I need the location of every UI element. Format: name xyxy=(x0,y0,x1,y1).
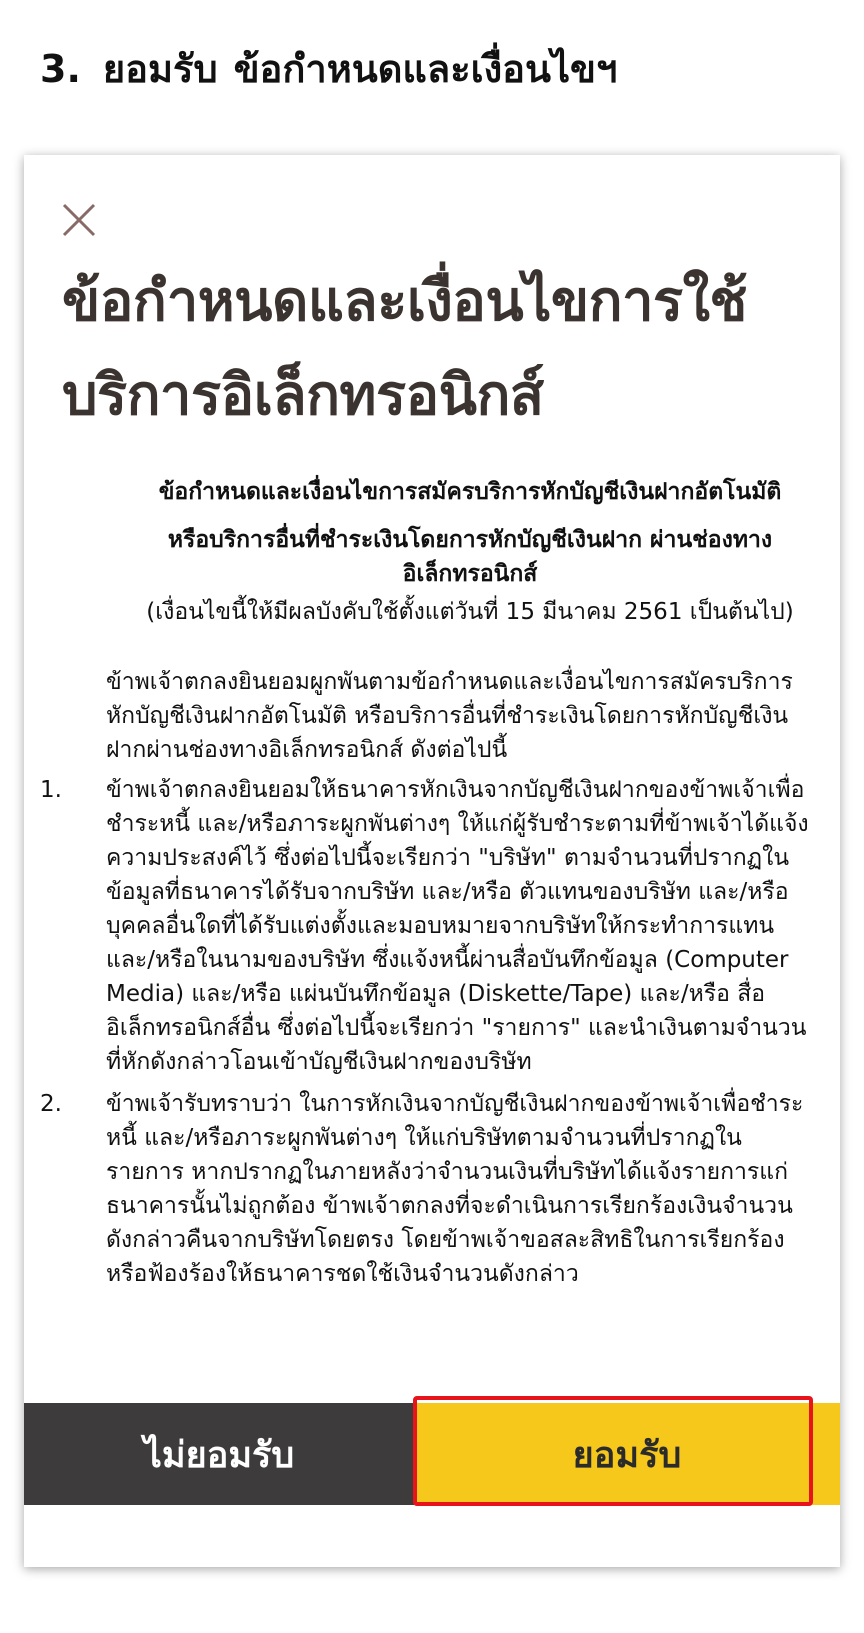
clause-index: 1. xyxy=(40,777,62,803)
decline-button[interactable]: ไม่ยอมรับ xyxy=(24,1403,414,1505)
terms-dialog xyxy=(24,155,840,1567)
close-button[interactable] xyxy=(60,201,98,239)
step-heading xyxy=(40,38,617,99)
close-icon xyxy=(60,201,98,239)
document-header-line-2: หรือบริการอื่นที่ชำระเงินโดยการหักบัญชีเงินฝาก ผ่านช่องทางอิเล็กทรอนิกส์ xyxy=(167,527,773,587)
clause-index: 2. xyxy=(40,1091,62,1117)
effective-date-note: (เงื่อนไขนี้ให้มีผลบังคับใช้ตั้งแต่วันที่ 15 มีนาคม 2561 เป็นต้นไป) xyxy=(146,599,794,625)
document-header xyxy=(24,475,840,591)
step-action: ยอมรับ xyxy=(102,47,218,91)
terms-document[interactable] xyxy=(24,475,840,1299)
clause-list xyxy=(24,773,840,1291)
clause-text: ข้าพเจ้าตกลงยินยอมให้ธนาคารหักเงินจากบัญชีเงินฝากของข้าพเจ้าเพื่อชำระหนี้ และ/หรือภาระผูกพันต่างๆ ให้แก่ผู้รับชำระตามที่ข้าพเจ้าได้แจ้งความประสงค์ไว้ ซึ่งต่อไปนี้จะเรียกว่า "บริษัท" ตามจำนวนที่ปรากฏในข้อมูลที่ธนาคารได้รับจากบริษัท และ/หรือ ตัวแทนของบริษัท และ/หรือ บุคคลอื่นใดที่ได้รับแต่งตั้งและมอบหมายจากบริษัทให้กระทำการแทน และ/หรือในนามของบริษัท ซึ่งแจ้งหนี้ผ่านสื่อบันทึกข้อมูล (Computer Media) และ/หรือ แผ่นบันทึกข้อมูล (Diskette/Tape) และ/หรือ สื่ออิเล็กทรอนิกส์อื่น ซึ่งต่อไปนี้จะเรียกว่า "รายการ" และนำเงินตามจำนวนที่หักดังกล่าวโอนเข้าบัญชีเงินฝากของบริษัท xyxy=(106,777,809,1075)
clause-text: ข้าพเจ้ารับทราบว่า ในการหักเงินจากบัญชีเงินฝากของข้าพเจ้าเพื่อชำระหนี้ และ/หรือภาระผูกพันต่างๆ ให้แก่บริษัทตามจำนวนที่ปรากฏในรายการ หากปรากฏในภายหลังว่าจำนวนเงินที่บริษัทได้แจ้งรายการแก่ธนาคารนั้นไม่ถูกต้อง ข้าพเจ้าตกลงที่จะดำเนินการเรียกร้องเงินจำนวนดังกล่าวคืนจากบริษัทโดยตรง โดยข้าพเจ้าขอสละสิทธิในการเรียกร้อง หรือฟ้องร้องให้ธนาคารชดใช้เงินจำนวนดังกล่าว xyxy=(106,1091,804,1287)
step-text: ข้อกำหนดและเงื่อนไขฯ xyxy=(233,47,618,91)
document-header-line-1: ข้อกำหนดและเงื่อนไขการสมัครบริการหักบัญชีเงินฝากอัตโนมัติ xyxy=(158,479,782,505)
intro-paragraph: ข้าพเจ้าตกลงยินยอมผูกพันตามข้อกำหนดและเงื่อนไขการสมัครบริการหักบัญชีเงินฝากอัตโนมัติ หรือบริการอื่นที่ชำระเงินโดยการหักบัญชีเงินฝากผ่านช่องทางอิเล็กทรอนิกส์ ดังต่อไปนี้ xyxy=(106,669,793,763)
dialog-footer xyxy=(24,1403,840,1505)
clause-item xyxy=(24,1087,840,1291)
step-number: 3. xyxy=(40,47,81,91)
clause-item xyxy=(24,773,840,1079)
accept-button[interactable]: ยอมรับ xyxy=(414,1403,840,1505)
dialog-title: ข้อกำหนดและเงื่อนไขการใช้บริการอิเล็กทรอนิกส์ xyxy=(62,269,747,428)
